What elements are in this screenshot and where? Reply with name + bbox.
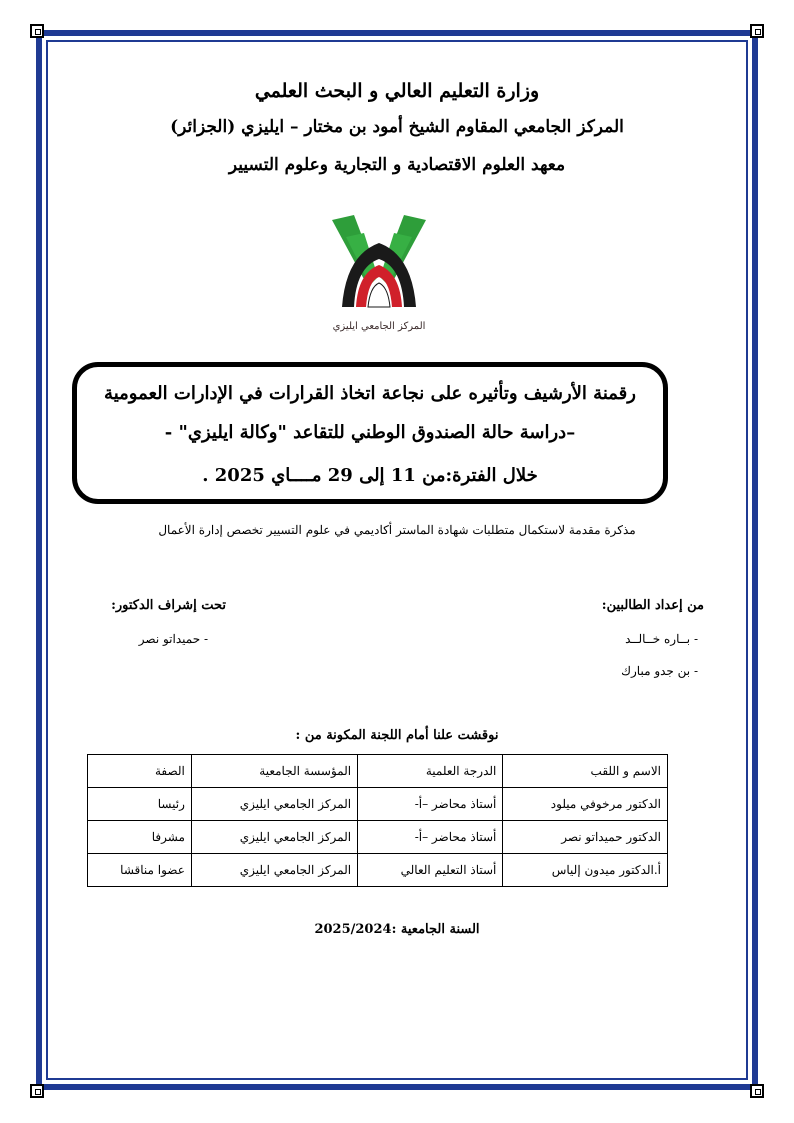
table-cell: الدكتور حميداتو نصر (503, 821, 668, 854)
table-cell: الدكتور مرخوفي ميلود (503, 788, 668, 821)
column-header: الدرجة العلمية (358, 755, 503, 788)
table-cell: أستاذ محاضر –أ- (358, 821, 503, 854)
table-cell: المركز الجامعي ايليزي (191, 821, 357, 854)
jury-table (87, 754, 668, 887)
table-row (88, 788, 668, 821)
table-header-row (88, 755, 668, 788)
university-name: المركز الجامعي المقاوم الشيخ أمود بن مختار – ايليزي (الجزائر) (170, 117, 624, 137)
table-cell: المركز الجامعي ايليزي (191, 854, 357, 887)
logo-caption: المركز الجامعي ايليزي (332, 321, 426, 332)
table-cell: عضوا مناقشا (88, 854, 192, 887)
table-cell: رئيسا (88, 788, 192, 821)
column-header: المؤسسة الجامعية (191, 755, 357, 788)
corner-ornament (750, 1084, 764, 1098)
ministry-name: وزارة التعليم العالي و البحث العلمي (254, 80, 540, 102)
table-cell: أ.الدكتور ميدون إلياس (503, 854, 668, 887)
corner-ornament (30, 24, 44, 38)
table-row (88, 854, 668, 887)
table-cell: أستاذ التعليم العالي (358, 854, 503, 887)
student-name: - بــاره خــالــد (625, 632, 698, 646)
supervisor-heading: تحت إشراف الدكتور: (111, 598, 226, 613)
column-header: الصفة (88, 755, 192, 788)
table-row (88, 821, 668, 854)
thesis-period: خلال الفترة:من 11 إلى 29 مــــاي 2025 . (202, 465, 538, 486)
students-heading: من إعداد الطالبين: (601, 598, 704, 613)
student-name: - بن جدو مبارك (621, 664, 698, 678)
committee-heading: نوقشت علنا أمام اللجنة المكونة من : (295, 728, 499, 743)
university-logo (324, 215, 434, 335)
corner-ornament (30, 1084, 44, 1098)
table-cell: مشرفا (88, 821, 192, 854)
column-header: الاسم و اللقب (503, 755, 668, 788)
institute-name: معهد العلوم الاقتصادية و التجارية وعلوم التسيير (228, 155, 566, 175)
thesis-title-box (72, 362, 668, 504)
memo-description: مذكرة مقدمة لاستكمال متطلبات شهادة الماستر أكاديمي في علوم التسيير تخصص إدارة الأعمال (158, 523, 636, 537)
table-cell: أستاذ محاضر –أ- (358, 788, 503, 821)
thesis-title-line2: –دراسة حالة الصندوق الوطني للتقاعد "وكالة ايليزي" - (164, 422, 576, 443)
table-cell: المركز الجامعي ايليزي (191, 788, 357, 821)
supervisor-name: - حميداتو نصر (138, 632, 208, 646)
thesis-title-line1: رقمنة الأرشيف وتأثيره على نجاعة اتخاذ القرارات في الإدارات العمومية (104, 383, 636, 404)
corner-ornament (750, 24, 764, 38)
academic-year: السنة الجامعية :2025/2024 (314, 922, 480, 937)
